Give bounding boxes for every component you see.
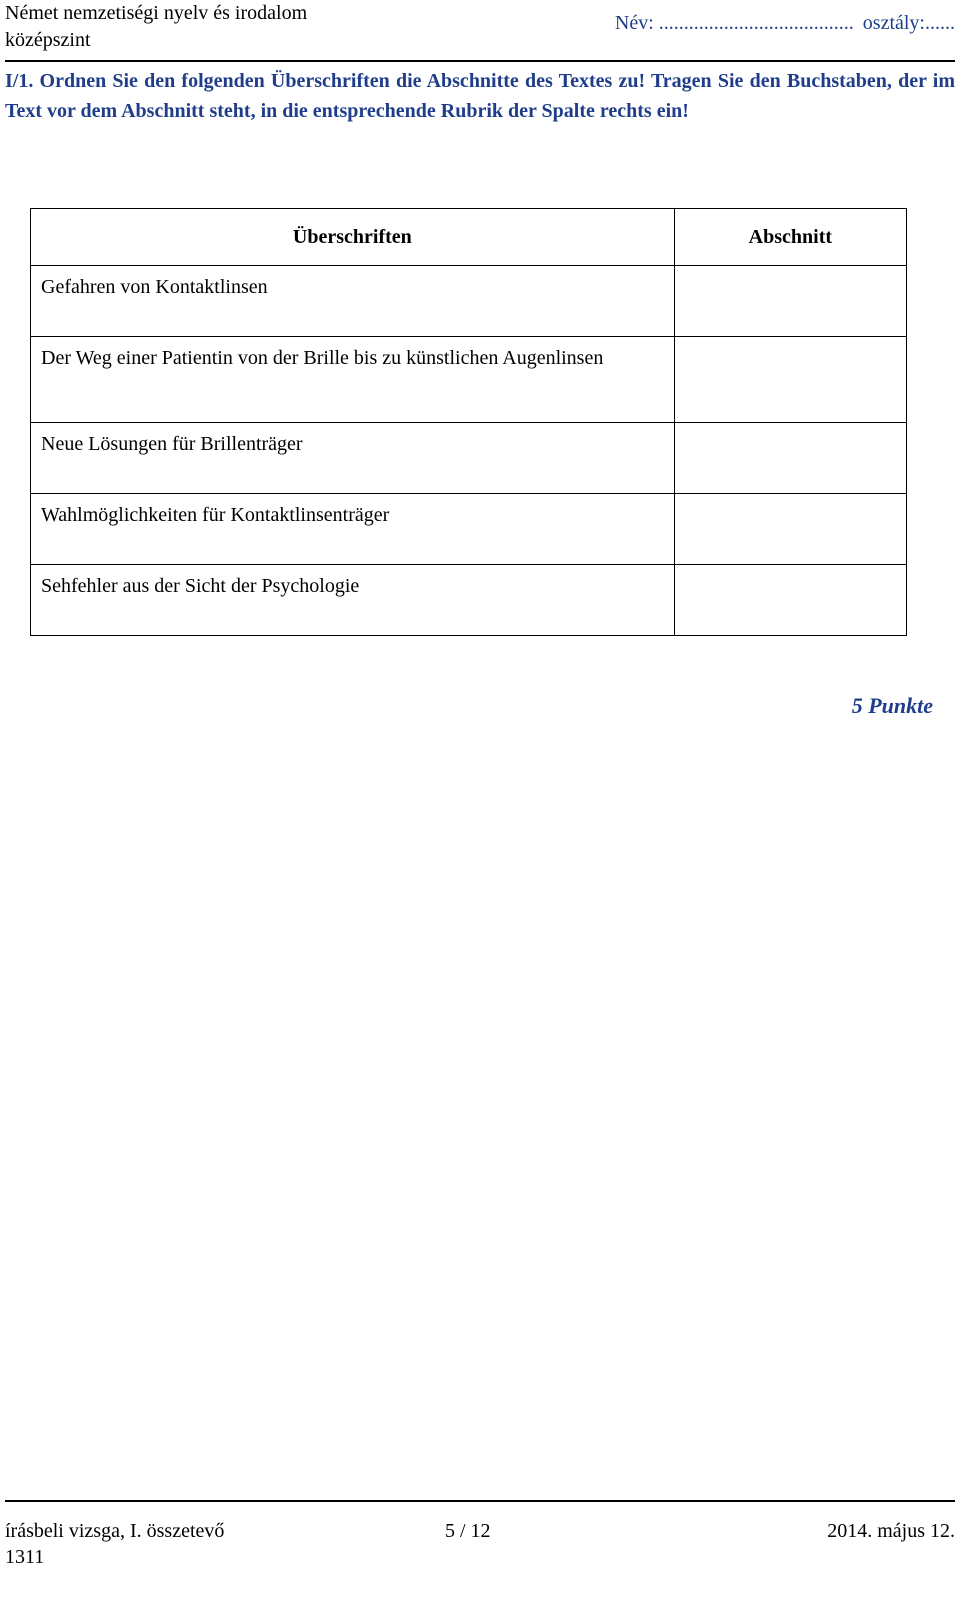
exam-type: írásbeli vizsga, I. összetevő [5,1520,225,1542]
column-header-section: Abschnitt [674,209,906,266]
heading-cell: Neue Lösungen für Brillenträger [31,423,675,494]
name-class-fields [611,12,955,35]
header-divider [5,60,955,62]
column-header-headings: Überschriften [31,209,675,266]
subject-line-2: középszint [5,29,91,51]
table-row [31,266,907,337]
table-row [31,494,907,565]
answer-cell[interactable] [674,423,906,494]
heading-cell: Der Weg einer Patientin von der Brille bis zu künstlichen Augenlinsen [31,337,675,423]
subject-title [5,0,307,54]
table-row [31,565,907,636]
subject-line-1: Német nemzetiségi nyelv és irodalom [5,2,308,24]
exam-code: 1311 [5,1546,45,1568]
answer-cell[interactable] [674,266,906,337]
page-number: 5 / 12 [445,1520,491,1542]
exam-date: 2014. május 12. [827,1520,955,1542]
matching-table [30,208,907,636]
answer-cell[interactable] [674,494,906,565]
page-header [5,0,955,64]
class-field[interactable]: osztály:...... [862,12,955,34]
table-row [31,337,907,423]
answer-cell[interactable] [674,337,906,423]
table-row [31,423,907,494]
task-instruction: I/1. Ordnen Sie den folgenden Überschriften die Abschnitte des Textes zu! Tragen Sie den Buchstaben, der im Text vor dem Abschnitt steht, in die entsprechende Rubrik der Spalte rechts ein! [5,70,955,122]
answer-cell[interactable] [674,565,906,636]
heading-cell: Wahlmöglichkeiten für Kontaktlinsenträger [31,494,675,565]
heading-cell: Sehfehler aus der Sicht der Psychologie [31,565,675,636]
heading-cell: Gefahren von Kontaktlinsen [31,266,675,337]
name-field[interactable]: Név: ....................................... [614,12,854,34]
points-label: 5 Punkte [851,693,933,718]
footer-divider [5,1500,955,1502]
